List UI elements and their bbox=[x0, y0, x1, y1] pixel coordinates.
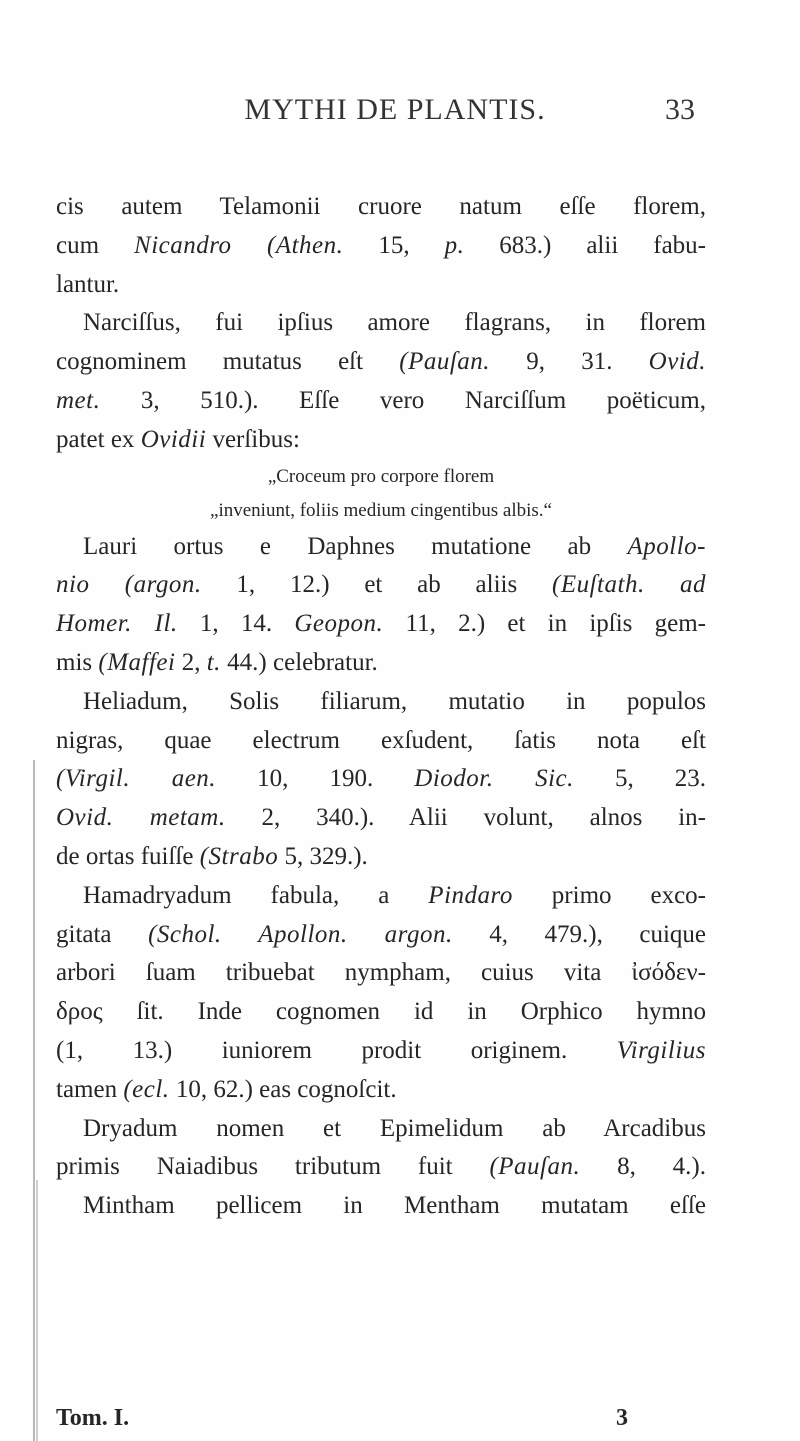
text-line bbox=[56, 954, 706, 993]
text-run: 15, bbox=[343, 231, 445, 259]
text-run: Hamadryadum fabula, a bbox=[83, 881, 429, 909]
gathering-signature: 3 bbox=[616, 1405, 628, 1431]
text-run: cum bbox=[56, 231, 135, 259]
italic-citation: Geopon. bbox=[294, 610, 384, 638]
italic-citation: (Strabo bbox=[199, 842, 279, 870]
text-run: patet ex bbox=[56, 425, 141, 453]
italic-citation: (Pauſan. bbox=[489, 1153, 581, 1181]
italic-citation: Ovidii bbox=[140, 425, 207, 453]
italic-citation: Ovid. metam. bbox=[56, 804, 226, 832]
text-run: de ortas fuiſſe bbox=[56, 842, 200, 870]
italic-citation: nio (argon. bbox=[56, 571, 202, 599]
italic-citation: Homer. Il. bbox=[56, 610, 178, 638]
text-run: δρος ſit. Inde cognomen id in Orphico hymno bbox=[56, 998, 706, 1026]
text-line bbox=[56, 1032, 706, 1071]
text-line bbox=[56, 799, 706, 838]
italic-citation: Virgilius bbox=[616, 1036, 706, 1064]
text-line bbox=[56, 188, 706, 227]
italic-citation: Ovid. bbox=[648, 348, 707, 376]
text-line bbox=[56, 1110, 706, 1149]
text-line bbox=[56, 566, 706, 605]
italic-citation: (Virgil. aen. bbox=[56, 765, 217, 793]
text-run: cis autem Telamonii cruore natum eſſe florem, bbox=[56, 193, 706, 220]
text-run: 11, 2.) et in ipſis gem- bbox=[383, 610, 706, 638]
text-line bbox=[56, 266, 706, 305]
text-line bbox=[56, 683, 706, 722]
text-run: Dryadum nomen et Epimelidum ab Arcadibus bbox=[83, 1114, 706, 1142]
text-run: Mintham pellicem in Mentham mutatam eſſe bbox=[83, 1192, 706, 1220]
text-line bbox=[56, 838, 706, 877]
italic-citation: (Schol. Apollon. argon. bbox=[148, 920, 453, 948]
text-run: 9, 31. bbox=[490, 348, 649, 376]
text-line bbox=[56, 722, 706, 761]
text-run: 5, 329.). bbox=[278, 842, 368, 870]
italic-citation: Apollo- bbox=[627, 532, 706, 560]
text-line bbox=[56, 382, 706, 421]
italic-citation: Pindaro bbox=[428, 881, 513, 909]
italic-citation: (Maffei bbox=[98, 648, 176, 676]
text-line bbox=[56, 421, 706, 460]
text-run: 3, 510.). Eſſe vero Narciſſum poëticum, bbox=[100, 386, 706, 414]
italic-citation: p. bbox=[444, 231, 465, 259]
text-run: 1, 12.) et ab aliis bbox=[201, 571, 553, 599]
text-run: mis bbox=[56, 648, 99, 676]
text-run: Narciſſus, fui ipſius amore flagrans, in florem bbox=[83, 309, 706, 337]
verse-quote-line bbox=[56, 460, 706, 494]
text-run: 8, 4.). bbox=[580, 1153, 707, 1181]
text-run: 2, 340.). Alii volunt, alnos in- bbox=[225, 804, 706, 832]
text-line bbox=[56, 605, 706, 644]
text-run: tamen bbox=[56, 1075, 124, 1103]
page-footer bbox=[56, 1405, 706, 1439]
text-run: 683.) alii fabu- bbox=[464, 231, 706, 259]
text-run: nigras, quae electrum exſudent, ſatis nota eſt bbox=[56, 726, 706, 754]
text-run: 10, 190. bbox=[216, 765, 415, 793]
text-run: „inveniunt, foliis medium cingentibus albis.“ bbox=[210, 499, 552, 521]
text-run: „Croceum pro corpore florem bbox=[267, 465, 495, 487]
text-run: primis Naiadibus tributum fuit bbox=[56, 1153, 490, 1181]
text-line bbox=[56, 1148, 706, 1187]
volume-signature: Tom. I. bbox=[56, 1405, 130, 1431]
text-run: verſibus: bbox=[206, 425, 300, 453]
verse-quote-line bbox=[56, 494, 706, 528]
text-run: cognominem mutatus eſt bbox=[56, 348, 400, 376]
text-run: 4, 479.), cuique bbox=[452, 920, 707, 948]
text-line bbox=[56, 993, 706, 1032]
page-number: 33 bbox=[665, 93, 695, 126]
body-text bbox=[56, 188, 706, 1226]
text-run: Lauri ortus e Daphnes mutatione ab bbox=[83, 532, 628, 560]
text-run: 2, bbox=[175, 648, 207, 676]
text-line bbox=[56, 877, 706, 916]
text-line bbox=[56, 304, 706, 343]
italic-citation: Nicandro (Athen. bbox=[134, 231, 344, 259]
text-line bbox=[56, 760, 706, 799]
text-run: 10, 62.) eas cognoſcit. bbox=[169, 1075, 397, 1103]
text-run: Heliadum, Solis filiarum, mutatio in populos bbox=[83, 687, 706, 715]
text-run: primo exco- bbox=[512, 881, 707, 909]
binding-edge-line bbox=[33, 760, 35, 1441]
italic-citation: Diodor. Sic. bbox=[414, 765, 574, 793]
italic-citation: (ecl. bbox=[123, 1075, 170, 1103]
text-line bbox=[56, 1187, 706, 1226]
text-run: gitata bbox=[56, 920, 149, 948]
binding-edge-line-2 bbox=[36, 1180, 38, 1441]
text-run: 1, 14. bbox=[177, 610, 295, 638]
text-run: arbori ſuam tribuebat nympham, cuius vita ἰσόδεν- bbox=[56, 959, 706, 987]
italic-citation: met. bbox=[56, 386, 101, 414]
text-run: lantur. bbox=[56, 270, 120, 298]
text-line bbox=[56, 528, 706, 567]
page-header bbox=[95, 93, 695, 133]
text-line bbox=[56, 343, 706, 382]
text-line bbox=[56, 916, 706, 955]
text-line bbox=[56, 644, 706, 683]
italic-citation: (Pauſan. bbox=[399, 348, 491, 376]
text-run: 5, 23. bbox=[573, 765, 707, 793]
text-line bbox=[56, 227, 706, 266]
text-run: (1, 13.) iuniorem prodit originem. bbox=[56, 1036, 617, 1064]
text-run: 44.) celebratur. bbox=[220, 648, 378, 676]
italic-citation: t. bbox=[206, 648, 221, 676]
text-line bbox=[56, 1071, 706, 1110]
running-title: MYTHI DE PLANTIS. bbox=[244, 93, 546, 126]
italic-citation: (Euſtath. ad bbox=[552, 571, 706, 599]
